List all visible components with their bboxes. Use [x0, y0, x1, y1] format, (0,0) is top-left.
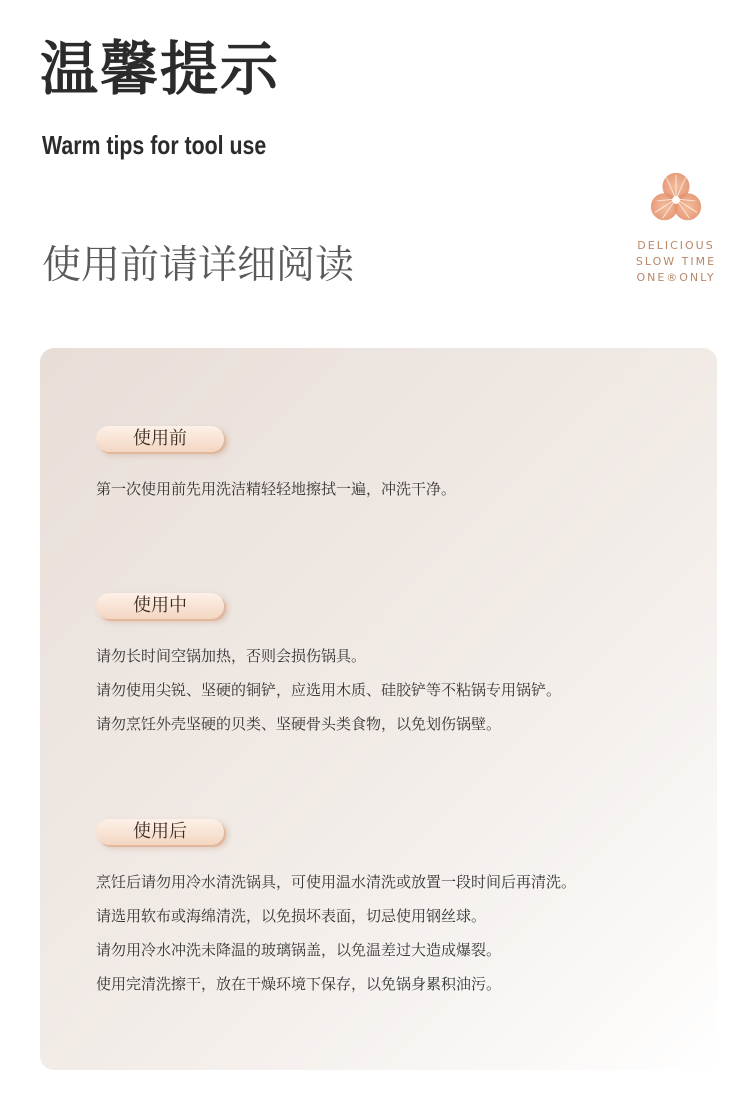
tip-line: 使用完清洗擦干，放在干燥环境下保存，以免锅身累积油污。 [96, 975, 502, 993]
page-title: 温馨提示 [40, 35, 281, 103]
section-during-use [96, 593, 561, 741]
tip-line: 请勿长时间空锅加热，否则会损伤锅具。 [96, 647, 367, 665]
tip-line: 请勿使用尖锐、坚硬的铜铲，应选用木质、硅胶铲等不粘锅专用锅铲。 [96, 681, 562, 699]
page-subtitle: Warm tips for tool use [42, 130, 267, 160]
section-after-use [96, 819, 576, 1001]
tip-line: 第一次使用前先用洗洁精轻轻地擦拭一遍，冲洗干净。 [96, 480, 457, 498]
brand-line-3: ONE®ONLY [636, 271, 716, 284]
brand-mark [630, 170, 722, 286]
section-heading: 使用前请详细阅读 [42, 243, 355, 288]
section-label-before: 使用前 [96, 426, 224, 452]
section-label-during: 使用中 [96, 593, 224, 619]
brand-line-1: DELICIOUS [637, 239, 715, 252]
brand-line-2: SLOW TIME [635, 255, 717, 268]
section-label-after: 使用后 [96, 819, 224, 845]
tip-line: 请勿用冷水冲洗未降温的玻璃锅盖，以免温差过大造成爆裂。 [96, 941, 502, 959]
tip-line: 请选用软布或海绵清洗，以免损坏表面，切忌使用钢丝球。 [96, 907, 487, 925]
flower-logo-icon [630, 170, 722, 228]
section-before-use [96, 426, 456, 506]
tip-line: 烹饪后请勿用冷水清洗锅具，可使用温水清洗或放置一段时间后再清洗。 [96, 873, 577, 891]
tips-panel [40, 348, 717, 1070]
tip-line: 请勿烹饪外壳坚硬的贝类、坚硬骨头类食物，以免划伤锅壁。 [96, 715, 502, 733]
